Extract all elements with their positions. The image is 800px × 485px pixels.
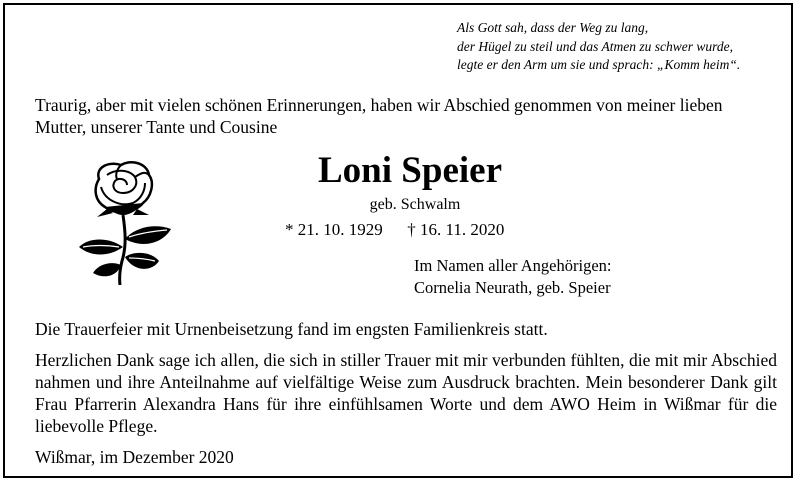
- signature: [414, 255, 674, 299]
- poem-line: Als Gott sah, dass der Weg zu lang,: [457, 20, 649, 35]
- signature-name: Cornelia Neurath, geb. Speier: [414, 278, 611, 297]
- thanks-paragraph: Herzlichen Dank sage ich allen, die sich in stiller Trauer mit mir verbunden fühlten, die mit mir Abschied nahmen und ihre Anteilnahme auf vielfältige Weise zum Ausdruck brachten. Mein besonderer Dank gilt Frau Pfarrerin Alexandra Hans für ihre einfühlsamen Worte und dem AWO Heim in Wißmar für die liebevolle Pflege.: [35, 350, 777, 436]
- poem-line: der Hügel zu steil und das Atmen zu schwer wurde,: [457, 38, 733, 54]
- deceased-name: Loni Speier: [318, 150, 502, 191]
- death-date: † 16. 11. 2020: [407, 220, 505, 239]
- funeral-note: Die Trauerfeier mit Urnenbeisetzung fand im engsten Familienkreis statt.: [35, 319, 548, 339]
- place-date: Wißmar, im Dezember 2020: [35, 447, 234, 467]
- obituary-notice: [3, 3, 793, 478]
- signature-line: Im Namen aller Angehörigen:: [414, 256, 612, 275]
- poem: [457, 19, 787, 75]
- intro-text: Traurig, aber mit vielen schönen Erinnerungen, haben wir Abschied genommen von meiner lieben Mutter, unserer Tante und Cousine: [35, 95, 723, 137]
- body-text: [35, 318, 777, 437]
- maiden-name: geb. Schwalm: [369, 196, 461, 213]
- rose-icon: [75, 157, 185, 289]
- poem-line: legte er den Arm um sie und sprach: „Komm heim“.: [457, 57, 741, 72]
- birth-date: * 21. 10. 1929: [285, 220, 383, 239]
- life-dates: [285, 219, 545, 241]
